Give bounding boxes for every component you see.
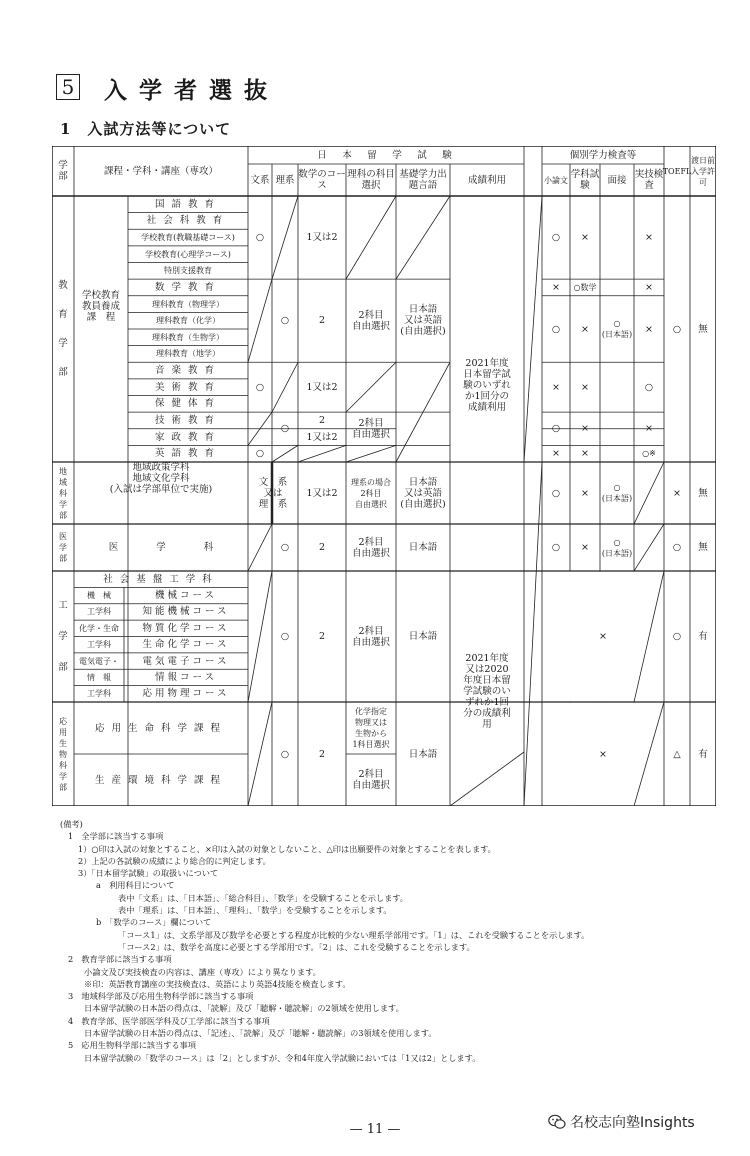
- table-cell: [600, 296, 634, 363]
- table-cell: ×: [581, 323, 589, 335]
- table-cell: ○: [672, 542, 682, 553]
- note-line: 表中「文系」は、「日本語」、「総合科目」、「数学」を受験することを示します。: [118, 892, 408, 903]
- table-cell: 有: [698, 748, 708, 760]
- note-line: 表中「理系」は、「日本語」、「理科」、「数学」を受験することを示します。: [118, 905, 392, 916]
- table-cell: ×: [581, 232, 589, 244]
- cell-line: 又は: [263, 487, 283, 499]
- note-line: 日本留学試験の日本語の得点は、「読解」及び「聴解・聴読解」の2領域を使用します。: [84, 1003, 404, 1014]
- eng-dept: 情 報: [87, 672, 111, 682]
- table-cell: ×: [645, 281, 653, 293]
- table-cell: ○: [255, 448, 265, 460]
- table-cell: ○: [551, 487, 561, 499]
- course-row: 英語教育: [154, 448, 221, 460]
- table-cell: [346, 462, 396, 524]
- cell-line: (自由選択): [400, 498, 446, 510]
- table-cell: ×: [645, 423, 653, 435]
- cell-line: 自由選択: [351, 780, 390, 791]
- header-eju: 日 本 留 学 試 験: [317, 149, 455, 161]
- cell-line: 2科目: [360, 488, 382, 498]
- table-cell: [346, 754, 396, 806]
- note-line: 3 地域科学部及び応用生物科学部に該当する事項: [68, 991, 254, 1002]
- table-cell: ○: [551, 423, 561, 435]
- cell-line: 2科目: [358, 309, 384, 321]
- note-line: 1）○印は入試の対象とすること、×印は入試の対象としないこと、△印は出願要件の対象とすることを表します。: [78, 843, 496, 854]
- cell-line: 用: [482, 719, 492, 730]
- table-cell: 無: [698, 542, 708, 553]
- cell-line: 物理又は: [355, 718, 387, 727]
- empty-cell-slash: [396, 196, 450, 279]
- notes-section: [60, 818, 720, 1064]
- table-cell: [346, 702, 396, 754]
- cell-line: 文 系: [258, 476, 288, 488]
- table-cell: 日本語: [408, 631, 438, 642]
- table-cell: [600, 524, 634, 571]
- table-cell: [346, 524, 396, 571]
- table-cell: ×: [581, 448, 589, 460]
- table-cell: ○: [551, 542, 561, 553]
- header-rikei: 理系: [275, 174, 295, 186]
- regional-courses: [78, 462, 244, 524]
- empty-cell-slash: [272, 196, 298, 279]
- table-cell: [600, 462, 634, 524]
- cell-line: 日本留学試: [463, 369, 511, 381]
- table-cell: 1又は2: [306, 431, 338, 443]
- table-cell: ×: [581, 381, 589, 393]
- header-course: 課程・学科・講座（専攻）: [103, 165, 218, 177]
- cell-line: ○: [613, 483, 621, 492]
- empty-cell-slash: [524, 196, 542, 462]
- eng-course: 機械コース: [154, 590, 218, 602]
- cell-line: 1科目選択: [352, 740, 390, 749]
- table-cell: 2: [318, 414, 326, 426]
- faculty-medicine: 医 学 部: [59, 532, 67, 563]
- empty-cell-slash: [248, 571, 272, 702]
- note-line: 日本留学試験の「数学のコース」は「2」としますが、令和4年度入学試験においては「1又は2」とします。: [84, 1052, 481, 1063]
- cell-line: 分の成績利: [463, 708, 511, 719]
- table-cell: ○: [255, 381, 265, 393]
- cell-line: 自由選択: [355, 499, 387, 509]
- bio-course: 応用生命科学課程: [94, 722, 227, 734]
- table-cell: [346, 279, 396, 362]
- table-cell: 2: [318, 631, 326, 642]
- subsection-title: 1 入試方法等について: [60, 120, 232, 138]
- table-cell: 日本語: [408, 542, 438, 553]
- note-line: 「コース1」は、文系学部及び数学を必要とする程度が比較的少ない理系学部用です。「1」は、これを受験することを示します。: [118, 929, 590, 940]
- cell-line: 成績利用: [467, 402, 506, 414]
- table-cell: ○: [644, 381, 654, 393]
- program-education: [74, 276, 128, 336]
- empty-cell-slash: [248, 524, 272, 571]
- empty-cell-slash: [524, 462, 542, 806]
- cell-line: 自由選択: [351, 547, 390, 559]
- table-cell: ○: [551, 232, 561, 244]
- watermark: [548, 1112, 695, 1132]
- eng-course: 応用物理コース: [142, 688, 230, 700]
- eng-dept: 電気電子・: [79, 656, 119, 666]
- header-science: 理科の科目選択: [347, 169, 395, 191]
- course-row: 保健体育: [154, 398, 221, 410]
- header-interview: 面接: [607, 174, 627, 186]
- cell-line: 又は2020: [465, 664, 509, 675]
- cell-line: 学校教育: [81, 289, 120, 301]
- cell-line: 験のいずれ: [463, 380, 511, 392]
- course-row: 美術教育: [154, 381, 221, 393]
- note-line: 2 教育学部に該当する事項: [68, 954, 172, 965]
- table-cell: ○: [280, 631, 290, 642]
- course-row: 家政教育: [154, 431, 221, 443]
- course-row: 数学教育: [154, 281, 221, 293]
- cell-line: 自由選択: [351, 428, 390, 440]
- table-cell: [346, 571, 396, 702]
- eng-dept: 機 械: [87, 591, 111, 601]
- cell-line: 自由選択: [351, 320, 390, 332]
- note-line: 「コース2」は、数学を高度に必要とする学部用です。「2」は、これを受験することを示します。: [118, 941, 475, 952]
- cell-line: 化学指定: [355, 707, 387, 716]
- note-line: 4 教育学部、医学部医学科及び工学部に該当する事項: [68, 1015, 270, 1026]
- table-cell: ×: [673, 487, 681, 499]
- table-cell: [346, 412, 396, 445]
- cell-line: 地域政策学科: [132, 462, 190, 473]
- cell-line: か1回分の: [464, 391, 510, 403]
- course-row: 理科教育（化学）: [156, 316, 220, 326]
- table-cell: ×: [645, 232, 653, 244]
- course-row: 理科教育（物理学）: [152, 299, 224, 309]
- table-cell: ○: [672, 323, 682, 335]
- cell-line: 日本語: [408, 304, 438, 316]
- empty-cell-slash: [634, 462, 664, 524]
- cell-line: (自由選択): [400, 326, 446, 338]
- table-cell: 有: [698, 631, 708, 642]
- header-math: 数学のコース: [298, 169, 346, 191]
- table-cell: 無: [698, 323, 708, 335]
- empty-cell-slash: [346, 445, 396, 462]
- table-cell: ×: [552, 381, 560, 393]
- course-row: 社会科教育: [146, 215, 230, 227]
- table-cell: ○: [672, 631, 682, 642]
- faculty-regional: 地 域 科 学 部: [59, 466, 67, 520]
- empty-cell-slash: [450, 752, 524, 806]
- course-row: 学校教育(教職基礎コース): [141, 233, 235, 243]
- empty-cell-slash: [272, 445, 298, 462]
- empty-cell-slash: [634, 524, 664, 571]
- faculty-applied-bio: 応 用 生 物 科 学 部: [59, 716, 67, 792]
- header-bunkei: 文系: [250, 174, 270, 186]
- header-toefl: TOEFL: [662, 166, 692, 176]
- cell-line: 2科目: [358, 536, 384, 548]
- cell-line: 2021年度: [465, 358, 509, 370]
- faculty-engineering: 工 学 部: [58, 600, 68, 673]
- empty-cell-slash: [272, 362, 298, 412]
- cell-line: 理系の場合: [351, 477, 391, 487]
- eng-course: 物質化学コース: [142, 622, 230, 634]
- table-cell: ×: [581, 542, 589, 553]
- course-row: 理科教育（地学）: [156, 349, 220, 359]
- table-cell: 1又は2: [306, 487, 338, 499]
- course-row: 音楽教育: [154, 365, 221, 377]
- header-practical: 実技検査: [634, 169, 664, 191]
- header-faculty: 学 部: [58, 160, 68, 182]
- cell-line: ○: [613, 537, 621, 547]
- eng-dept: 化学・生命: [79, 623, 119, 633]
- header-permit: 渡日前入学許可: [691, 155, 715, 187]
- wechat-icon: [548, 1114, 566, 1130]
- course-row: 技術教育: [154, 414, 221, 426]
- table-cell: △: [673, 748, 681, 760]
- table-cell: ○: [551, 323, 561, 335]
- table-cell: ×: [552, 281, 560, 293]
- table-cell: ○数学: [573, 282, 597, 292]
- table-cell: [248, 462, 298, 524]
- table-cell: 無: [698, 487, 708, 499]
- empty-cell-slash: [298, 445, 346, 462]
- cell-line: (日本語): [601, 330, 633, 339]
- eju-use-2021: [450, 346, 524, 426]
- table-cell: ×: [645, 323, 653, 335]
- table-cell: ×: [552, 448, 560, 460]
- empty-cell-slash: [346, 196, 396, 279]
- course-row: 理科教育（生物学）: [152, 332, 224, 342]
- note-line: 5 応用生物科学部に該当する事項: [68, 1040, 197, 1051]
- note-line: 3）「日本留学試験」の取扱いについて: [78, 868, 219, 879]
- table-cell: ○: [255, 232, 265, 244]
- faculty-education: 教 育 学 部: [58, 280, 68, 378]
- medicine-course: 医 学 科: [108, 542, 214, 553]
- course-row: 国語教育: [154, 198, 221, 210]
- table-cell: ○: [280, 542, 290, 553]
- eng-dept: 工学科: [87, 689, 111, 699]
- header-essay: 小論文: [544, 175, 568, 185]
- cell-line: 2科目: [358, 625, 384, 637]
- empty-cell-slash: [248, 279, 272, 362]
- cell-line: ずれか1回: [464, 697, 510, 708]
- cell-line: 年度日本留: [463, 675, 511, 686]
- eng-course: 生命化学コース: [142, 639, 230, 651]
- bio-course: 生産環境科学課程: [94, 774, 227, 786]
- cell-line: 教員養成: [81, 300, 120, 312]
- course-row: 特別支援教育: [164, 266, 212, 276]
- table-cell: 2: [318, 542, 326, 553]
- table-cell: ×: [581, 487, 589, 499]
- cell-line: 地域文化学科: [132, 473, 190, 484]
- header-individual: 個別学力検査等: [569, 149, 637, 161]
- eju-use-2021-2020: [450, 637, 524, 747]
- table-cell: 2: [318, 315, 326, 327]
- cell-line: 生物から: [355, 729, 387, 738]
- table-cell: ○: [280, 748, 290, 760]
- table-cell: 1又は2: [306, 381, 338, 393]
- table-cell: ○: [280, 423, 290, 435]
- table-cell: [396, 279, 450, 362]
- note-line: b 「数学のコース」欄について: [96, 917, 212, 928]
- cell-line: (日本語): [601, 494, 633, 503]
- watermark-text: 名校志向塾Insights: [570, 1115, 695, 1131]
- eng-dept: 工学科: [87, 640, 111, 650]
- cell-line: (入試は学部単位で実施): [109, 484, 213, 495]
- header-subject-exam: 学科試験: [570, 169, 600, 191]
- table-cell: ○※: [642, 449, 656, 459]
- cell-line: 理 系: [258, 498, 288, 510]
- eng-course: 知能機械コース: [142, 606, 230, 618]
- table-cell: 日本語: [408, 748, 438, 760]
- header-language: 基礎学力出題言語: [399, 169, 447, 191]
- header-use: 成績利用: [467, 174, 506, 186]
- admission-table: [52, 146, 716, 806]
- note-line: a 利用科目について: [96, 880, 175, 891]
- eng-dept: 社会基盤工学科: [103, 573, 219, 585]
- note-line: ※印：英語教育講座の実技検査は、英語により英語4技能を検査します。: [84, 978, 351, 989]
- note-line: 1 全学部に該当する事項: [68, 831, 164, 842]
- table-cell: ○: [280, 315, 290, 327]
- section-number-box: 5: [56, 74, 80, 100]
- table-cell: ×: [599, 631, 607, 642]
- cell-line: (日本語): [601, 548, 633, 558]
- cell-line: 2科目: [358, 417, 384, 429]
- cell-line: 自由選択: [351, 636, 390, 648]
- cell-line: 課 程: [86, 311, 116, 323]
- cell-line: 2科目: [358, 769, 384, 780]
- note-line: 日本留学試験の日本語の得点は、「記述」、「読解」及び「聴解・聴読解」の3領域を使用します。: [84, 1028, 437, 1039]
- table-cell: ×: [599, 748, 607, 760]
- eng-course: 電気電子コース: [142, 655, 230, 667]
- course-row: 学校教育(心理学コース): [145, 249, 231, 259]
- cell-line: 2021年度: [465, 653, 509, 664]
- eng-dept: 工学科: [87, 607, 111, 617]
- section-title: 入学者選抜: [104, 77, 279, 104]
- note-line: (備考): [60, 819, 83, 829]
- eng-course: 情報コース: [154, 671, 218, 683]
- table-cell: 1又は2: [306, 232, 338, 244]
- note-line: 2）上記の各試験の成績により総合的に判定します。: [78, 855, 271, 866]
- cell-line: ○: [613, 319, 621, 328]
- page-number: — 11 —: [349, 1122, 401, 1137]
- empty-cell-slash: [346, 362, 396, 412]
- table-cell: ×: [581, 423, 589, 435]
- cell-line: 学試験のい: [463, 686, 511, 697]
- cell-line: 日本語: [408, 476, 438, 488]
- note-line: 小論文及び実技検査の内容は、講座（専攻）により異なります。: [84, 966, 321, 977]
- empty-cell-slash: [248, 702, 272, 806]
- cell-line: 又は英語: [403, 487, 442, 499]
- cell-line: 又は英語: [403, 315, 442, 327]
- table-cell: [396, 462, 450, 524]
- table-cell: 2: [318, 748, 326, 760]
